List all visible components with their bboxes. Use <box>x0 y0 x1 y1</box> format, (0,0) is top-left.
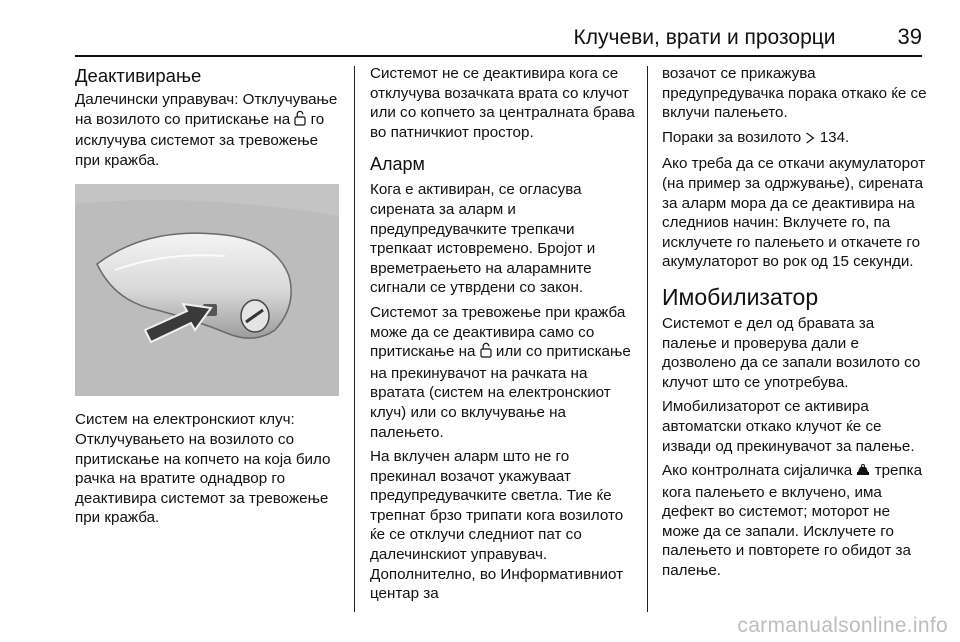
paragraph-remote: Далечински управувач: Отклучување на возилото со притискање на го исклучува системот за тревожење при кражба. <box>75 91 338 169</box>
watermark: carmanualsonline.info <box>737 614 948 637</box>
column-divider-1 <box>354 66 355 612</box>
heading-immobilizer: Имобилизатор <box>662 283 819 310</box>
page-ref-arrow-icon <box>805 130 815 150</box>
paragraph-alarm-deactivate: Системот за тревожење при кражба може да се деактивира само со притискање на или со притискање на прекинувачот на рачката на вратата (систем на електронскиот клуч) или со вклучување на палењето. <box>370 303 631 441</box>
header-rule <box>75 55 922 57</box>
heading-deactivation: Деактивирање <box>75 65 202 86</box>
paragraph-vehicle-messages: Пораки за возилото 134. <box>662 128 930 150</box>
column-2 <box>370 64 638 609</box>
paragraph-battery: Ако треба да се откачи акумулаторот (на пример за одржување), сирената за аларм мора да се деактивира на следниов начин: Вклучете го, па исклучете го палењето и откачете го акумулаторот во рок од 15 секунди. <box>662 155 926 271</box>
paragraph-immobilizer-auto: Имобилизаторот се активира автоматски откако клучот ќе се извади од прекинувачот за палење. <box>662 398 915 455</box>
column-1 <box>75 64 343 533</box>
immobilizer-car-key-icon <box>856 463 870 483</box>
paragraph-electronic-key: Систем на електронскиот клуч: Отклучувањето на возилото со притискање на копчето на која било рачка на вратите однадвор го деактивира системот за тревожење при кражба. <box>75 411 331 527</box>
paragraph-alarm-indicator: На вклучен аларм што не го прекинал возачот укажуваат предупредувачките светла. Тие ќе трепнат брзо трипати кога возилото ќе се отклучи следниот пат со далечинскиот управувач. Дополнително, во Информативниот центар за <box>370 448 624 603</box>
column-3 <box>662 64 930 586</box>
paragraph-immobilizer-fault: Ако контролната сијаличка трепка кога палењето е вклучено, има дефект во системот; моторот не може да се запали. Исклучете го палењето и повторете го обидот за палење. <box>662 462 923 580</box>
page-header <box>574 24 922 54</box>
unlock-icon <box>294 110 306 132</box>
paragraph-alarm-activated: Кога е активиран, се огласува сирената за аларм и предупредувачките трепкачи трепкаат истовремено. Бројот и времетраењето на аларамните сигнали се утврдени со закон. <box>370 181 596 297</box>
heading-alarm: Аларм <box>370 154 425 175</box>
paragraph-not-deactivated: Системот не се деактивира кога се отклучува возачката врата со клучот или со копчето за централната брава во патничкиот простор. <box>370 65 635 141</box>
unlock-icon <box>480 342 492 364</box>
column-divider-2 <box>647 66 648 612</box>
page-reference[interactable]: 134 <box>819 128 846 146</box>
page-number: 39 <box>897 24 922 49</box>
door-handle-illustration <box>75 184 339 396</box>
paragraph-driver-info: возачот се прикажува предупредувачка порака откако ќе се вклучи палењето. <box>662 65 927 122</box>
paragraph-immobilizer-system: Системот е дел од бравата за палење и проверува дали е дозволено да се запали возилото со клучот што се употребува. <box>662 314 921 391</box>
section-title: Клучеви, врати и прозорци <box>573 26 836 49</box>
